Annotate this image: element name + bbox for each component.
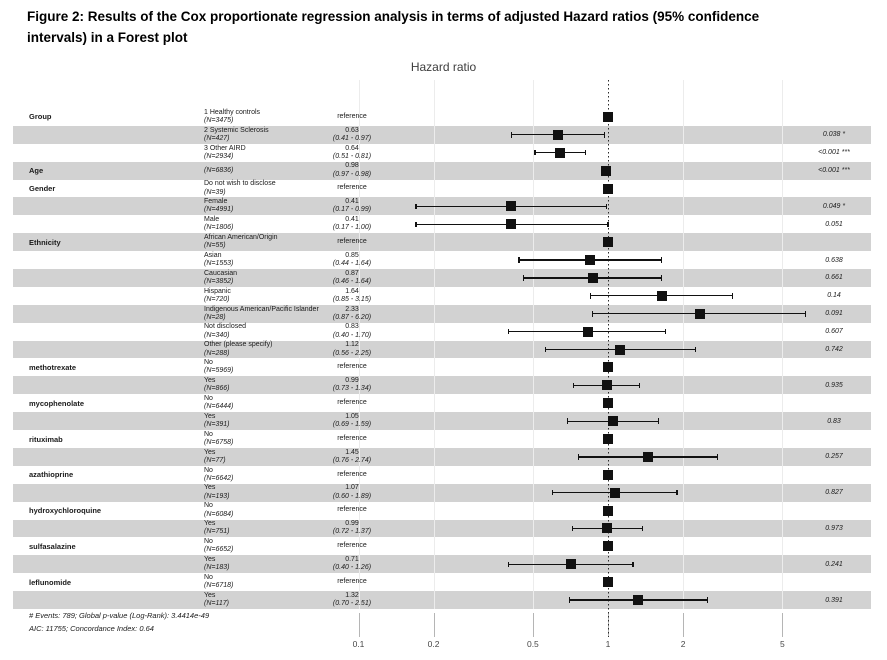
hr-marker [603,506,613,516]
ci-upper-cap [604,132,605,138]
row-estimate-text: 1.64 (0.85 - 3.15) [332,287,372,303]
ci-upper-cap [658,418,659,424]
ci-lower-cap [590,293,591,299]
ci-lower-cap [523,275,524,281]
row-p-value: 0.638 [825,256,843,264]
hr-marker [601,166,611,176]
row-subgroup-label: Other (please specify) (N=288) [204,341,273,357]
row-estimate-text: reference [337,363,367,371]
row-estimate-text: reference [337,506,367,514]
row-subgroup-label: 3 Other AIRD (N=2934) [204,144,246,160]
row-shading-band [13,448,871,466]
row-estimate-text: reference [337,238,367,246]
hr-marker [615,345,625,355]
hr-marker [603,398,613,408]
row-p-value: 0.973 [825,524,843,532]
row-p-value: 0.661 [825,274,843,282]
ci-lower-cap [511,132,512,138]
ci-lower-cap [518,257,519,263]
hr-marker [555,148,565,158]
row-estimate-text: reference [337,434,367,442]
row-subgroup-label: Yes (N=77) [204,448,226,464]
row-subgroup-label: Asian (N=1553) [204,251,234,268]
row-shading-band [13,412,871,430]
row-subgroup-label: No (N=6652) [204,538,234,554]
ci-upper-cap [585,150,586,156]
row-estimate-text: reference [337,578,367,586]
ci-upper-cap [642,526,643,532]
hr-marker [608,416,618,426]
axis-tick-mark [434,613,435,637]
row-group-label: azathioprine [29,470,74,480]
gridline [434,80,435,609]
row-p-value: 0.091 [825,310,843,318]
row-estimate-text: 0.98 (0.97 - 0.98) [332,162,372,178]
row-subgroup-label: No (N=6444) [204,395,234,411]
ci-upper-cap [661,275,662,281]
ci-lower-cap [508,329,509,335]
row-p-value: 0.391 [825,596,843,604]
row-estimate-text: 1.12 (0.56 - 2.25) [332,341,372,357]
row-group-label: mycophenolate [29,398,85,408]
row-group-label: Ethnicity [29,237,61,247]
row-subgroup-label: Hispanic (N=720) [204,287,231,303]
ci-upper-cap [665,329,666,335]
ci-lower-cap [572,526,573,532]
row-subgroup-label: Caucasian (N=3852) [204,269,238,285]
ci-lower-cap [552,490,553,496]
axis-tick-mark [359,613,360,637]
ci-upper-cap [717,454,718,460]
row-p-value: <0.001 *** [818,149,850,157]
row-estimate-text: 0.71 (0.40 - 1.26) [332,556,372,572]
ci-upper-cap [632,562,633,568]
ci-lower-cap [508,562,509,568]
row-shading-band [13,376,871,394]
ci-upper-cap [606,204,607,210]
ci-upper-cap [607,222,608,228]
row-subgroup-label: 1 Healthy controls (N=3475) [204,108,261,124]
ci-upper-cap [732,293,733,299]
hr-marker [506,201,516,211]
row-group-label: methotrexate [29,362,77,372]
axis-tick-mark [533,613,534,637]
axis-tick-label: 0.1 [352,639,365,649]
ci-lower-cap [592,311,593,317]
row-subgroup-label: (N=6836) [204,166,234,174]
row-group-label: Age [29,166,44,176]
row-estimate-text: reference [337,542,367,550]
row-subgroup-label: No (N=5969) [204,359,234,375]
axis-tick-mark [782,613,783,637]
hr-marker [603,237,613,247]
row-group-label: sulfasalazine [29,541,76,551]
row-shading-band [13,341,871,359]
row-estimate-text: 0.99 (0.72 - 1.37) [332,520,372,536]
row-estimate-text: 0.83 (0.40 - 1.70) [332,323,372,339]
reference-line [608,80,609,637]
hr-marker [603,470,613,480]
row-estimate-text: reference [337,112,367,120]
row-group-label: rituximab [29,434,63,444]
axis-tick-label: 5 [780,639,785,649]
hr-marker [506,219,516,229]
row-p-value: 0.607 [825,328,843,336]
ci-upper-cap [639,383,640,389]
row-subgroup-label: Yes (N=183) [204,556,230,572]
row-p-value: 0.241 [825,560,843,568]
row-estimate-text: 1.45 (0.76 - 2.74) [332,448,372,464]
row-shading-band [13,520,871,538]
row-subgroup-label: No (N=6758) [204,430,234,446]
row-p-value: 0.257 [825,453,843,461]
ci-upper-cap [707,597,708,603]
hr-marker [566,559,576,569]
row-estimate-text: 0.87 (0.46 - 1.64) [332,269,372,285]
hr-marker [657,291,667,301]
ci-lower-cap [545,347,546,353]
footnote-aic: AIC: 11755; Concordance Index: 0.64 [29,623,154,633]
row-p-value: 0.827 [825,489,843,497]
hr-marker [603,184,613,194]
row-estimate-text: 0.63 (0.41 - 0.97) [332,126,372,142]
row-subgroup-label: Female (N=4991) [204,198,234,214]
row-shading-band [13,126,871,144]
row-estimate-text: 1.05 (0.69 - 1.59) [332,412,372,429]
hr-marker [602,523,612,533]
row-subgroup-label: Yes (N=193) [204,484,230,500]
row-shading-band [13,484,871,502]
row-subgroup-label: No (N=6642) [204,466,234,482]
gridline [683,80,684,609]
hr-marker [602,380,612,390]
row-estimate-text: 1.07 (0.60 - 1.89) [332,484,372,500]
row-estimate-text: reference [337,470,367,478]
hr-marker [588,273,598,283]
ci-lower-cap [534,150,535,156]
hr-marker [610,488,620,498]
ci-lower-cap [569,597,570,603]
footnote-events: # Events: 789; Global p-value (Log-Rank): 3.4414e-49 [29,611,210,620]
row-estimate-text: 0.41 (0.17 - 1.00) [332,216,372,232]
row-estimate-text: 0.64 (0.51 - 0.81) [332,144,372,160]
row-subgroup-label: 2 Systemic Sclerosis (N=427) [204,126,269,142]
row-estimate-text: 0.41 (0.17 - 0.99) [332,198,372,214]
row-estimate-text: 0.85 (0.44 - 1.64) [332,251,372,268]
hr-marker [603,541,613,551]
row-estimate-text: 0.99 (0.73 - 1.34) [332,377,372,393]
row-subgroup-label: Indigenous American/Pacific Islander (N=28) [204,305,319,321]
axis-tick-label: 0.5 [526,639,539,649]
row-subgroup-label: Not disclosed (N=340) [204,323,247,339]
row-shading-band [13,591,871,609]
row-p-value: 0.049 * [822,202,846,210]
axis-tick-label: 0.2 [427,639,440,649]
hr-marker [643,452,653,462]
row-subgroup-label: Do not wish to disclose (N=39) [204,180,276,196]
row-estimate-text: reference [337,184,367,192]
row-p-value: 0.935 [825,381,843,389]
hr-marker [583,327,593,337]
ci-lower-cap [578,454,579,460]
figure-caption: Figure 2: Results of the Cox proportionate regression analysis in terms of adjusted Hazard ratios (95% confidence intervals) in a Forest plot [27,9,760,45]
row-p-value: 0.038 * [822,131,846,139]
row-group-label: Gender [29,184,56,193]
row-subgroup-label: African American/Origin (N=55) [204,233,278,250]
row-subgroup-label: Yes (N=391) [204,412,230,429]
hr-marker [585,255,595,265]
axis-tick-label: 1 [605,639,611,649]
row-estimate-text: 2.33 (0.87 - 6.20) [332,305,372,321]
row-shading-band [13,269,871,287]
row-group-label: Group [29,112,52,122]
gridline [533,80,534,609]
ci-lower-cap [567,418,568,424]
row-shading-band [13,233,871,251]
hr-marker [695,309,705,319]
ci-upper-cap [695,347,696,353]
row-shading-band [13,555,871,573]
row-p-value: <0.001 *** [818,167,850,175]
row-p-value: 0.051 [825,220,843,228]
hr-marker [603,362,613,372]
ci-upper-cap [661,257,662,263]
hr-marker [603,112,613,122]
ci-lower-cap [573,383,574,389]
row-estimate-text: 1.32 (0.70 - 2.51) [332,591,372,608]
row-p-value: 0.742 [825,346,843,354]
row-subgroup-label: Yes (N=866) [204,377,230,393]
row-shading-band [13,162,871,180]
chart-title: Hazard ratio [410,60,477,74]
hr-marker [553,130,563,140]
ci-lower-cap [415,222,416,228]
hr-marker [633,595,643,605]
ci-lower-cap [415,204,416,210]
hr-marker [603,434,613,444]
row-subgroup-label: Yes (N=751) [204,520,230,536]
row-subgroup-label: Yes (N=117) [204,591,229,608]
row-p-value: 0.14 [827,292,841,300]
row-estimate-text: reference [337,399,367,407]
row-subgroup-label: No (N=6718) [204,573,234,590]
axis-tick-mark [683,613,684,637]
row-group-label: hydroxychloroquine [29,506,102,516]
row-subgroup-label: Male (N=1806) [204,216,234,232]
row-subgroup-label: No (N=6084) [204,502,234,518]
row-group-label: leflunomide [29,577,72,587]
axis-tick-label: 2 [680,639,686,649]
row-p-value: 0.83 [827,417,841,425]
ci-upper-cap [676,490,677,496]
gridline [782,80,783,609]
hr-marker [603,577,613,587]
